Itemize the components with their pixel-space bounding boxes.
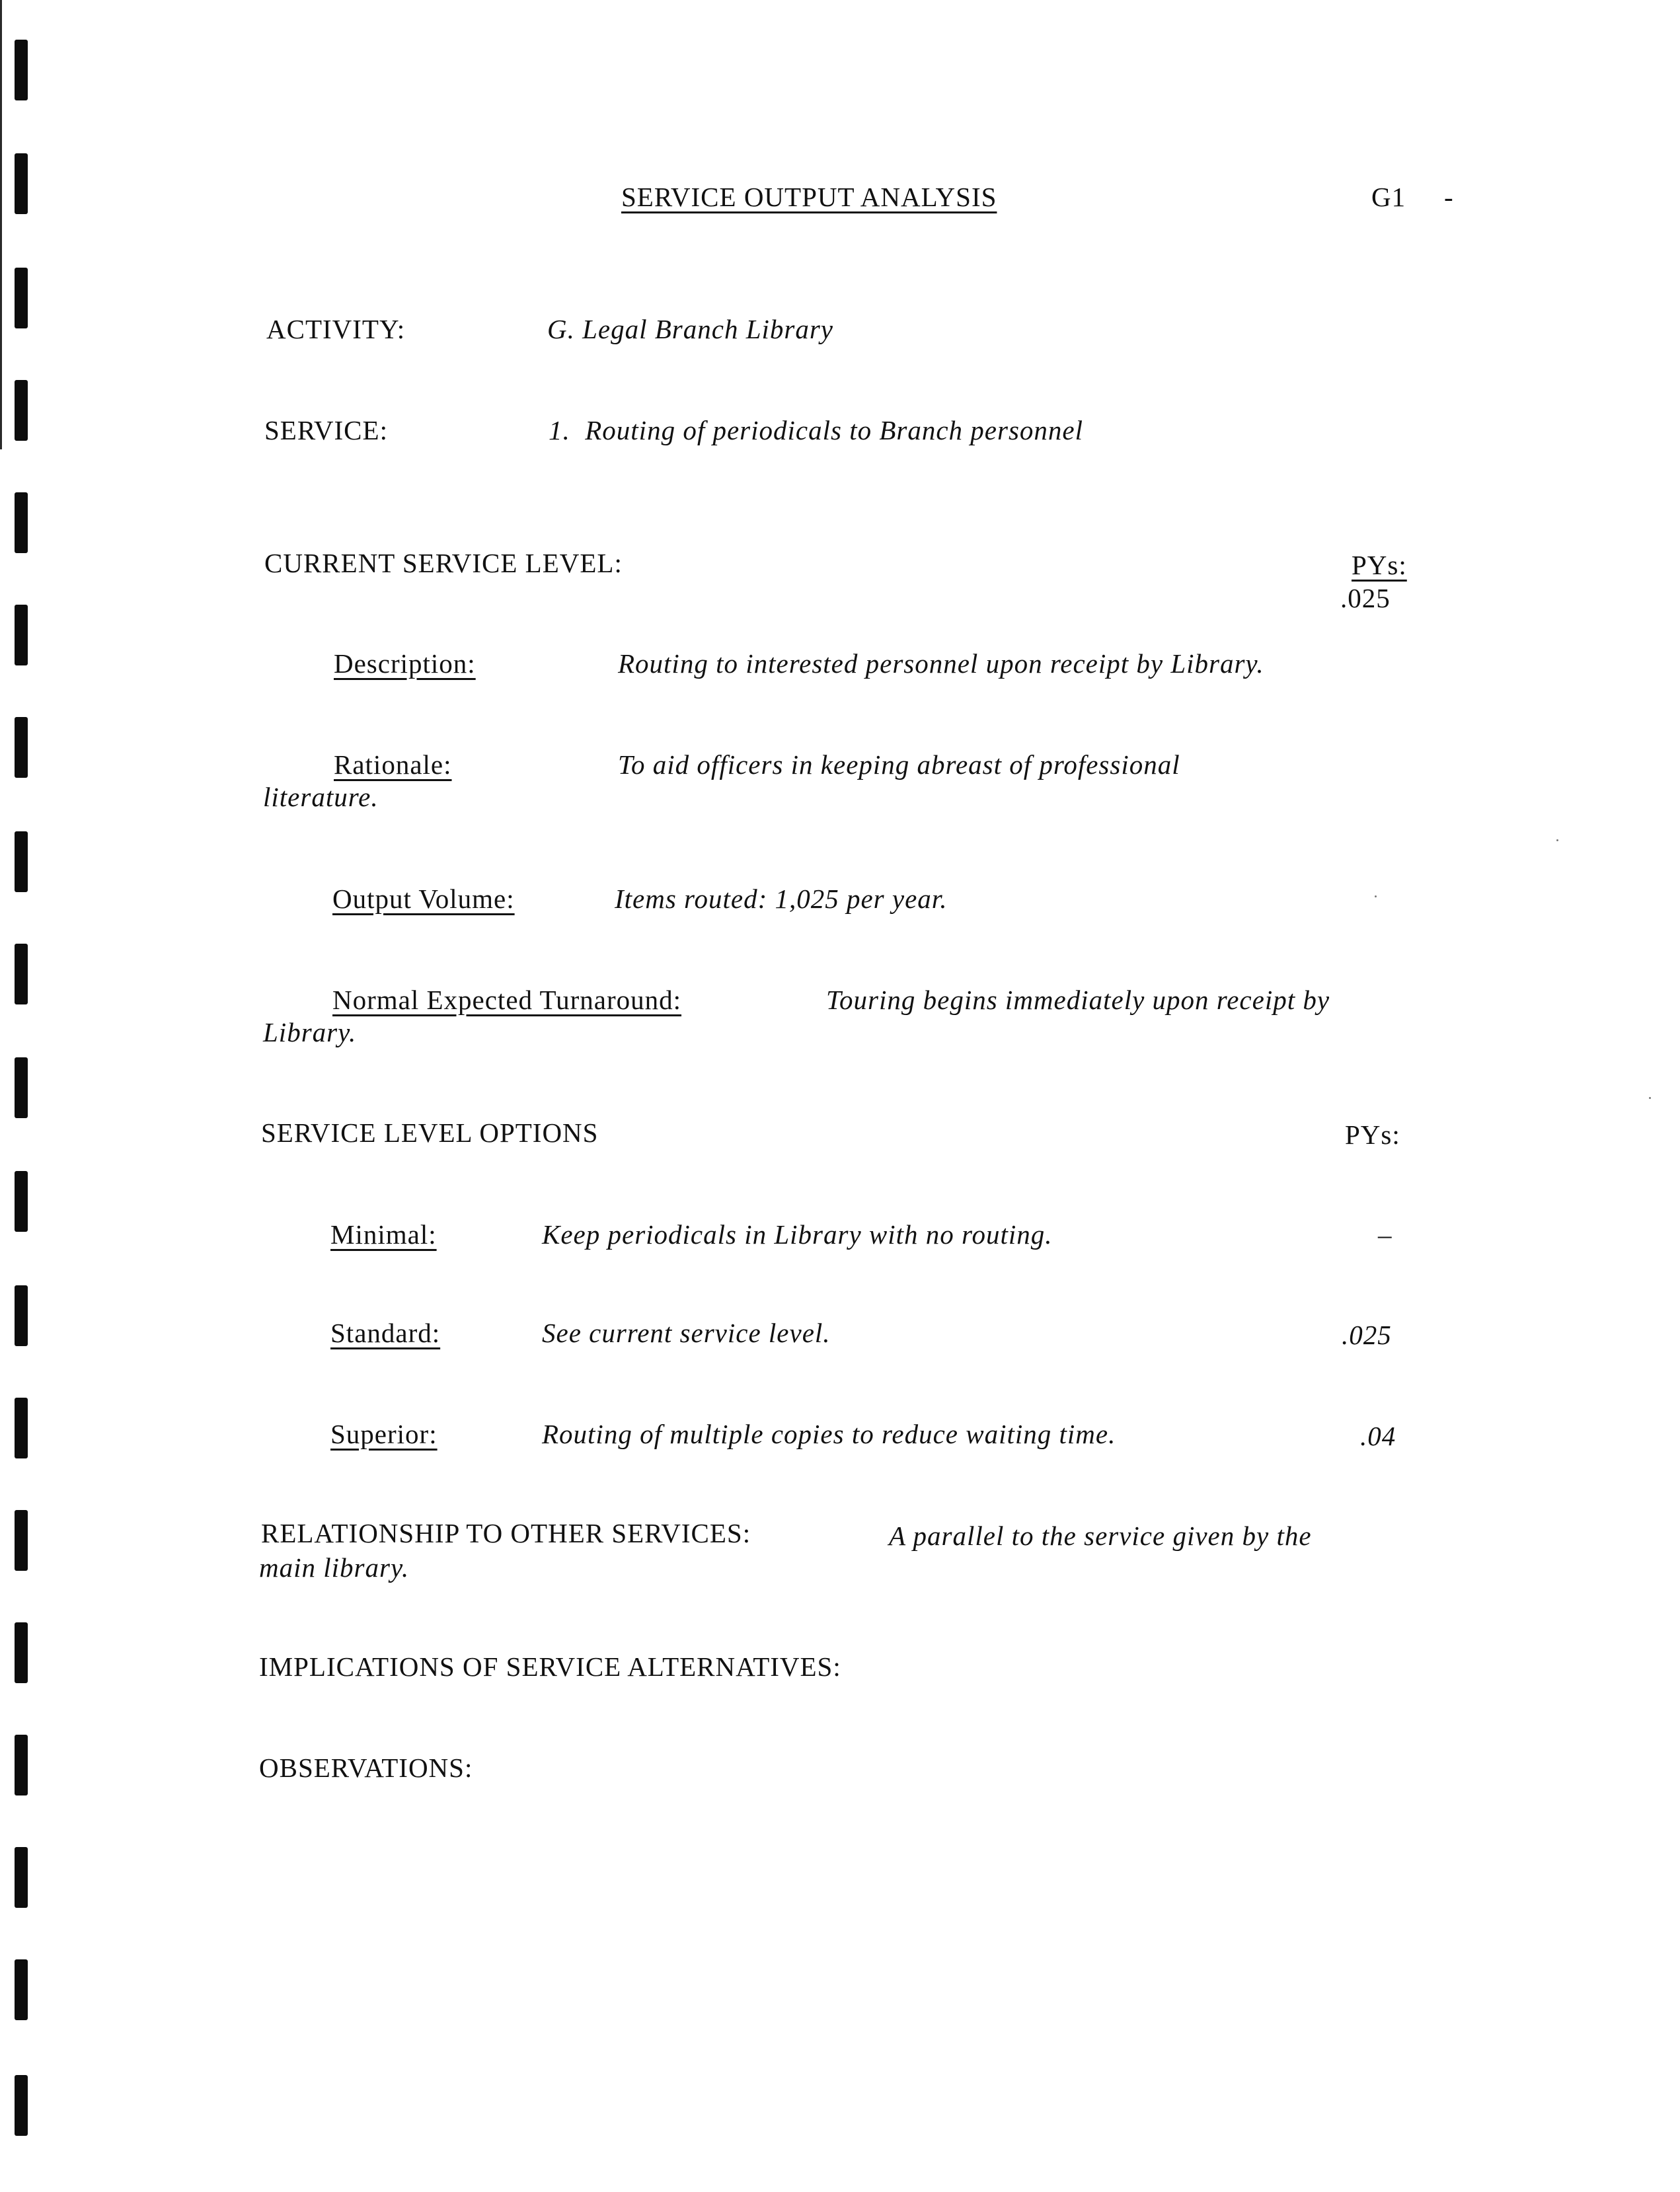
binding-mark xyxy=(15,1959,28,2020)
binding-mark xyxy=(15,717,28,778)
binding-mark xyxy=(15,1285,28,1346)
current-service-level-heading: CURRENT SERVICE LEVEL: xyxy=(264,548,623,578)
rationale-label: Rationale: xyxy=(334,749,452,780)
service-level-options-heading: SERVICE LEVEL OPTIONS xyxy=(261,1117,599,1148)
relationship-heading: RELATIONSHIP TO OTHER SERVICES: xyxy=(261,1518,751,1548)
option-minimal-pys: – xyxy=(1378,1219,1393,1250)
turnaround-label: Normal Expected Turnaround: xyxy=(332,985,682,1015)
activity-label: ACTIVITY: xyxy=(266,314,406,344)
description-label: Description: xyxy=(334,648,476,679)
binding-mark xyxy=(15,944,28,1004)
option-standard-label: Standard: xyxy=(330,1318,441,1348)
rationale-value-line2: literature. xyxy=(263,782,379,812)
observations-heading: OBSERVATIONS: xyxy=(259,1753,473,1783)
scan-speck xyxy=(1649,1097,1651,1099)
page-code-dash: - xyxy=(1444,182,1454,212)
turnaround-value-line2: Library. xyxy=(263,1017,357,1047)
binding-mark xyxy=(15,153,28,214)
option-standard-pys: .025 xyxy=(1342,1320,1392,1350)
activity-value: G. Legal Branch Library xyxy=(547,314,833,344)
option-standard-text: See current service level. xyxy=(542,1318,831,1348)
option-minimal-text: Keep periodicals in Library with no routing. xyxy=(542,1219,1053,1250)
output-volume-value: Items routed: 1,025 per year. xyxy=(615,884,948,914)
binding-mark xyxy=(15,40,28,100)
scan-speck xyxy=(1375,895,1377,897)
options-pys-label: PYs: xyxy=(1345,1119,1400,1150)
rationale-value-line1: To aid officers in keeping abreast of professional xyxy=(618,749,1180,780)
option-superior-text: Routing of multiple copies to reduce waiting time. xyxy=(542,1419,1116,1449)
option-superior-pys: .04 xyxy=(1360,1421,1396,1451)
binding-mark xyxy=(15,1057,28,1118)
binding-mark xyxy=(15,1398,28,1458)
scan-speck xyxy=(1556,839,1558,841)
current-pys-label: PYs: xyxy=(1352,550,1407,580)
binding-strip xyxy=(0,0,32,2192)
option-superior-label: Superior: xyxy=(330,1419,438,1449)
option-minimal-label: Minimal: xyxy=(330,1219,437,1250)
binding-mark xyxy=(15,1510,28,1571)
binding-mark xyxy=(15,380,28,441)
relationship-value-line1: A parallel to the service given by the xyxy=(889,1521,1312,1551)
binding-mark xyxy=(15,605,28,665)
current-pys-value: .025 xyxy=(1340,583,1391,613)
binding-mark xyxy=(15,1622,28,1683)
relationship-value-line2: main library. xyxy=(259,1552,410,1583)
implications-heading: IMPLICATIONS OF SERVICE ALTERNATIVES: xyxy=(259,1651,841,1682)
binding-mark xyxy=(15,268,28,328)
binding-mark xyxy=(15,2075,28,2136)
page-code: G1 xyxy=(1371,182,1406,212)
page-edge-line xyxy=(0,0,2,449)
output-volume-label: Output Volume: xyxy=(332,884,515,914)
binding-mark xyxy=(15,1847,28,1908)
binding-mark xyxy=(15,492,28,553)
document-title: SERVICE OUTPUT ANALYSIS xyxy=(621,182,997,212)
turnaround-value-line1: Touring begins immediately upon receipt by xyxy=(826,985,1330,1015)
service-label: SERVICE: xyxy=(264,415,388,445)
description-value: Routing to interested personnel upon receipt by Library. xyxy=(618,648,1264,679)
binding-mark xyxy=(15,831,28,892)
binding-mark xyxy=(15,1735,28,1795)
service-value: 1. Routing of periodicals to Branch personnel xyxy=(549,415,1083,445)
binding-mark xyxy=(15,1171,28,1232)
